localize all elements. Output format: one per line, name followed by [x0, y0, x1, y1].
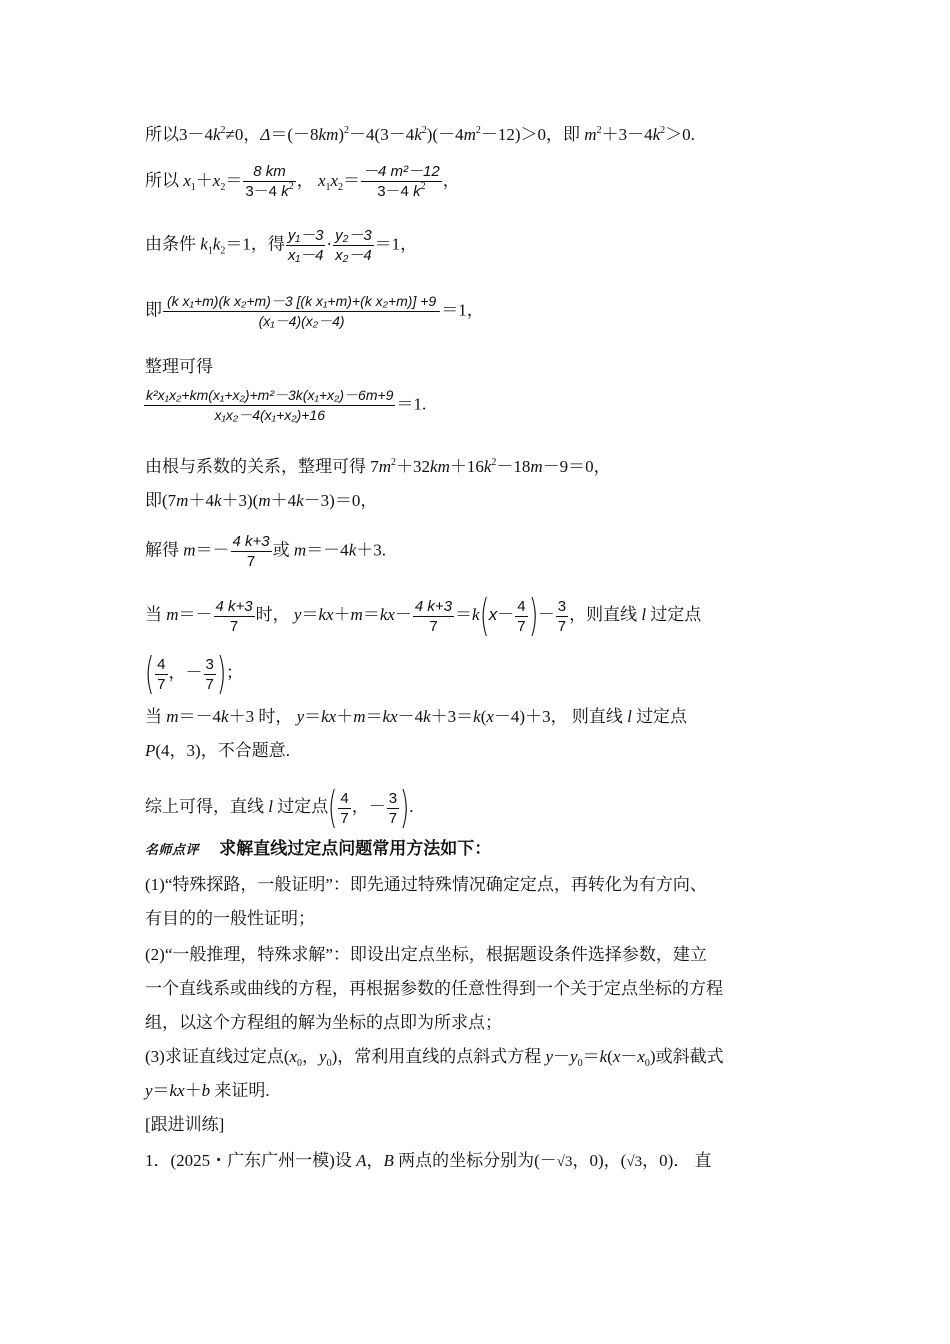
line-expanded-condition: 即 $\frac{\text{(k x₁+m)(k x₂+m)－3 [(k x₁+m)+(k x₂+m)] +9}}{\text{(x₁－4)(x₂－4)}}$ ＝1，: [145, 293, 484, 329]
comment-badge: 名师点评: [145, 842, 200, 857]
teacher-comment-header: [145, 838, 491, 861]
line-simplify: 整理可得: [145, 357, 213, 376]
sqrt-three: √3: [626, 1154, 643, 1170]
method-item-2-line-2: 一个直线系或曲线的方程，再根据参数的任意性得到一个关于定点坐标的方程: [145, 979, 723, 998]
line-vieta: 所以 $x_1+x_2=$ $\frac{8 km}{3-4 k^2}$ ， $x_1x_2=$ $\frac{\text{－4 m²－12}}{3-4 k^2}$ ，: [145, 163, 460, 200]
sqrt-three: √3: [556, 1154, 573, 1170]
fraction: $\frac{4}{7}$: [517, 597, 526, 635]
fraction: $\frac{\text{k²x₁x₂+km(x₁+x₂)+m²－3k(x₁+x₂)－6m+9}}{\text{x₁x₂－4(x₁+x₂)+16}}$: [146, 387, 394, 423]
followup-training-title: [跟进训练]: [145, 1115, 225, 1134]
fraction: $\frac{4 k+3}{7}$: [232, 533, 270, 570]
line-discriminant: 所以$3-4k^2\ne 0$，$\Delta=(-8km)^2-4(3-4k^2)(-4m^2-12)>0$，即 $m^2+3-4k^2>0$.: [145, 125, 695, 144]
line-case-two: 当 m＝－4k＋3 时， y＝kx＋m＝kx－4k＋3＝k(x－4)＋3， 则直线 l 过定点: [145, 707, 688, 726]
line-root-relation: 由根与系数的关系，整理可得 $7m^2+32km+16k^2-18m-9=0$，: [145, 457, 611, 476]
fraction: $\frac{\text{y₁－3}}{\text{x₁－4}}$: [287, 227, 324, 264]
method-item-1-line-2: 有目的的一般性证明；: [145, 909, 315, 928]
fraction: $\frac{4}{7}$: [157, 655, 166, 693]
fraction: $\frac{\text{－4 m²－12}}{3-4 k^2}$: [363, 163, 440, 200]
fraction: $\frac{3}{7}$: [205, 655, 214, 693]
exercise-1-line: 1．(2025・广东广州一模)设 A，B 两点的坐标分别为(－√3，0)，(√3，0)． 直: [145, 1150, 712, 1173]
fraction: $\frac{4}{7}$: [340, 789, 349, 827]
method-item-3-line-2: y＝kx＋b 来证明.: [145, 1081, 270, 1100]
fraction: $\frac{8 km}{3-4 k^2}$: [245, 163, 294, 200]
line-simplified-fraction: $\frac{\text{k²x₁x₂+km(x₁+x₂)+m²－3k(x₁+x₂)－6m+9}}{\text{x₁x₂－4(x₁+x₂)+16}}$ ＝1.: [146, 387, 427, 423]
fraction: $\frac{4 k+3}{7}$: [215, 597, 253, 635]
method-item-2-line-3: 组，以这个方程组的解为坐标的点即为所求点；: [145, 1013, 502, 1032]
line-conclusion: 综上可得，直线 l 过定点( $\frac{4}{7}$ ，－ $\frac{3}{7}$ ).: [145, 782, 414, 833]
fraction: $\frac{3}{7}$: [388, 789, 398, 827]
fraction: $\frac{\text{(k x₁+m)(k x₂+m)－3 [(k x₁+m)+(k x₂+m)] +9}}{\text{(x₁－4)(x₂－4)}}$: [163, 292, 440, 331]
fraction: $\frac{4 k+3}{7}$: [414, 597, 453, 635]
comment-title: 求解直线过定点问题常用方法如下：: [219, 839, 492, 858]
method-item-2-line-1: (2)“一般推理，特殊求解”：即设出定点坐标，根据题设条件选择参数，建立: [145, 945, 707, 964]
line-fixed-point: ( $\frac{4}{7}$ ，－ $\frac{3}{7}$ )；: [144, 648, 244, 699]
method-item-3-line-1: (3)求证直线过定点($x_0$，$y_0$)，常利用直线的点斜式方程 $y-y_0=k(x-x_0)$或斜截式: [145, 1047, 724, 1069]
line-factored: 即(7m＋4k＋3)(m＋4k－3)＝0，: [145, 491, 378, 510]
method-item-1-line-1: (1)“特殊探路，一般证明”：即先通过特殊情况确定定点，再转化为有方向、: [145, 875, 707, 894]
fraction: $\frac{3}{7}$: [557, 597, 567, 635]
line-case-one: 当 m＝－ $\frac{4 k+3}{7}$ 时， y＝kx＋m＝kx－ $\frac{4 k+3}{7}$ ＝k(x－ $\frac{4}{7}$ )－ $\frac{3}{7}$ ，则直线 l 过定点: [145, 590, 702, 641]
line-slope-condition: 由条件 $k_1k_2=1$，得 $\frac{\text{y₁－3}}{\text{x₁－4}}$ · $\frac{\text{y₂－3}}{\text{x₂－4}}$ ＝1，: [145, 227, 418, 264]
line-solution-m: 解得 m＝－ $\frac{4 k+3}{7}$ 或 m＝－4k＋3.: [145, 533, 386, 570]
fraction: $\frac{\text{y₂－3}}{\text{x₂－4}}$: [335, 227, 372, 264]
line-rejected-point: P(4，3)，不合题意.: [145, 741, 290, 760]
